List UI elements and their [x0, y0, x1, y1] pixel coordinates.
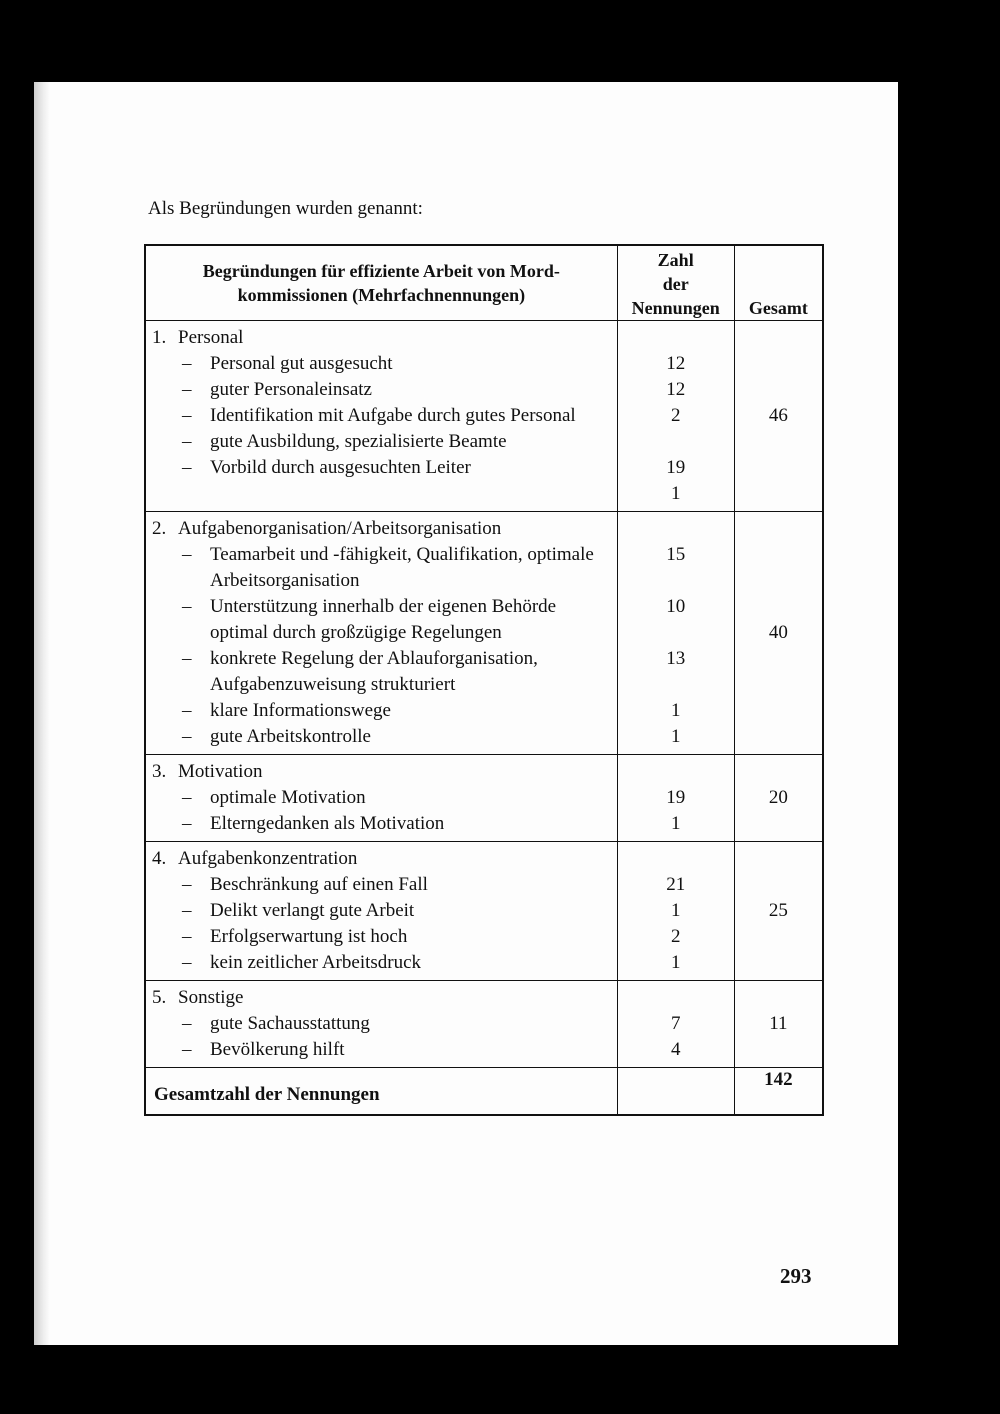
list-item: – Erfolgserwartung ist hoch	[182, 926, 408, 947]
count-value: 13	[666, 648, 686, 669]
count-value: 1	[670, 900, 681, 921]
list-item: – gute Arbeitskontrolle	[182, 726, 371, 747]
section-1-title: 1. Personal	[152, 327, 244, 348]
footer-total: 142	[734, 1068, 823, 1116]
header-count-line1: Zahl	[657, 250, 694, 270]
list-item: – kein zeitlicher Arbeitsdruck	[182, 952, 422, 973]
reasons-table	[144, 244, 824, 1116]
list-item: – gute Sachausstattung	[182, 1013, 370, 1034]
section-1-counts	[617, 321, 734, 512]
table-row-section-5	[145, 981, 823, 1068]
section-3-title: 3. Motivation	[152, 761, 263, 782]
section-5-reasons	[145, 981, 617, 1068]
header-count	[617, 245, 734, 321]
page-number: 293	[780, 1264, 812, 1288]
count-value: 7	[670, 1013, 681, 1034]
header-total: Gesamt	[734, 245, 823, 321]
count-value: 15	[666, 544, 686, 565]
section-3-total: 20	[734, 755, 823, 842]
section-2-title: 2. Aufgabenorganisation/Arbeitsorganisation	[152, 518, 502, 539]
count-value: 19	[666, 787, 686, 808]
header-count-line2: der	[662, 274, 689, 294]
count-value: 12	[666, 379, 686, 400]
section-5-counts	[617, 981, 734, 1068]
section-2-reasons	[145, 512, 617, 755]
section-3-reasons	[145, 755, 617, 842]
table-row-section-4	[145, 842, 823, 981]
table-row-section-1	[145, 321, 823, 512]
page-spine-shadow	[34, 82, 50, 1345]
section-4-title: 4. Aufgabenkonzentration	[152, 848, 358, 869]
footer-label: Gesamtzahl der Nennungen	[145, 1068, 617, 1116]
list-item: – klare Informationswege	[182, 700, 391, 721]
section-1-reasons	[145, 321, 617, 512]
list-item: – Delikt verlangt gute Arbeit	[182, 900, 415, 921]
count-value: 2	[670, 405, 681, 426]
list-item: – guter Personaleinsatz	[182, 379, 372, 400]
table-row-section-2	[145, 512, 823, 755]
list-item: – optimale Motivation	[182, 787, 366, 808]
section-3-counts	[617, 755, 734, 842]
section-5-total: 11	[734, 981, 823, 1068]
intro-text: Als Begründungen wurden genannt:	[148, 198, 423, 219]
count-value: 1	[670, 952, 681, 973]
count-value: 1	[670, 726, 681, 747]
count-value: 10	[666, 596, 686, 617]
list-item: – gute Ausbildung, spezialisierte Beamte	[182, 431, 507, 452]
header-count-line3: Nennungen	[631, 298, 720, 318]
count-value: 21	[666, 874, 686, 895]
section-2-total: 40	[734, 512, 823, 755]
table-header-row	[145, 245, 823, 321]
list-item: – Elterngedanken als Motivation	[182, 813, 445, 834]
list-item: – konkrete Regelung der Ablauforganisation, Aufgabenzuweisung strukturiert	[182, 648, 538, 695]
list-item: – Personal gut ausgesucht	[182, 353, 393, 374]
count-value: 1	[670, 483, 681, 504]
list-item: – Identifikation mit Aufgabe durch gutes Personal	[182, 405, 576, 426]
count-value: 4	[670, 1039, 681, 1060]
section-4-reasons	[145, 842, 617, 981]
table-row-section-3	[145, 755, 823, 842]
list-item: – Beschränkung auf einen Fall	[182, 874, 428, 895]
list-item: – Unterstützung innerhalb der eigenen Behörde optimal durch großzügige Regelungen	[182, 596, 557, 643]
book-page	[34, 82, 898, 1345]
list-item: – Vorbild durch ausgesuchten Leiter	[182, 457, 471, 478]
list-item: – Teamarbeit und -fähigkeit, Qualifikation, optimale Arbeitsorganisation	[182, 544, 594, 591]
section-5-title: 5. Sonstige	[152, 987, 244, 1008]
section-1-total: 46	[734, 321, 823, 512]
section-4-total: 25	[734, 842, 823, 981]
footer-empty-cell	[617, 1068, 734, 1116]
count-value: 1	[670, 813, 681, 834]
list-item: – Bevölkerung hilft	[182, 1039, 345, 1060]
section-4-counts	[617, 842, 734, 981]
section-2-counts	[617, 512, 734, 755]
count-value: 2	[670, 926, 681, 947]
count-value: 1	[670, 700, 681, 721]
table-footer-row	[145, 1068, 823, 1116]
header-reasons: Begründungen für effiziente Arbeit von Mord-kommissionen (Mehrfachnennungen)	[145, 245, 617, 321]
count-value: 19	[666, 457, 686, 478]
count-value: 12	[666, 353, 686, 374]
